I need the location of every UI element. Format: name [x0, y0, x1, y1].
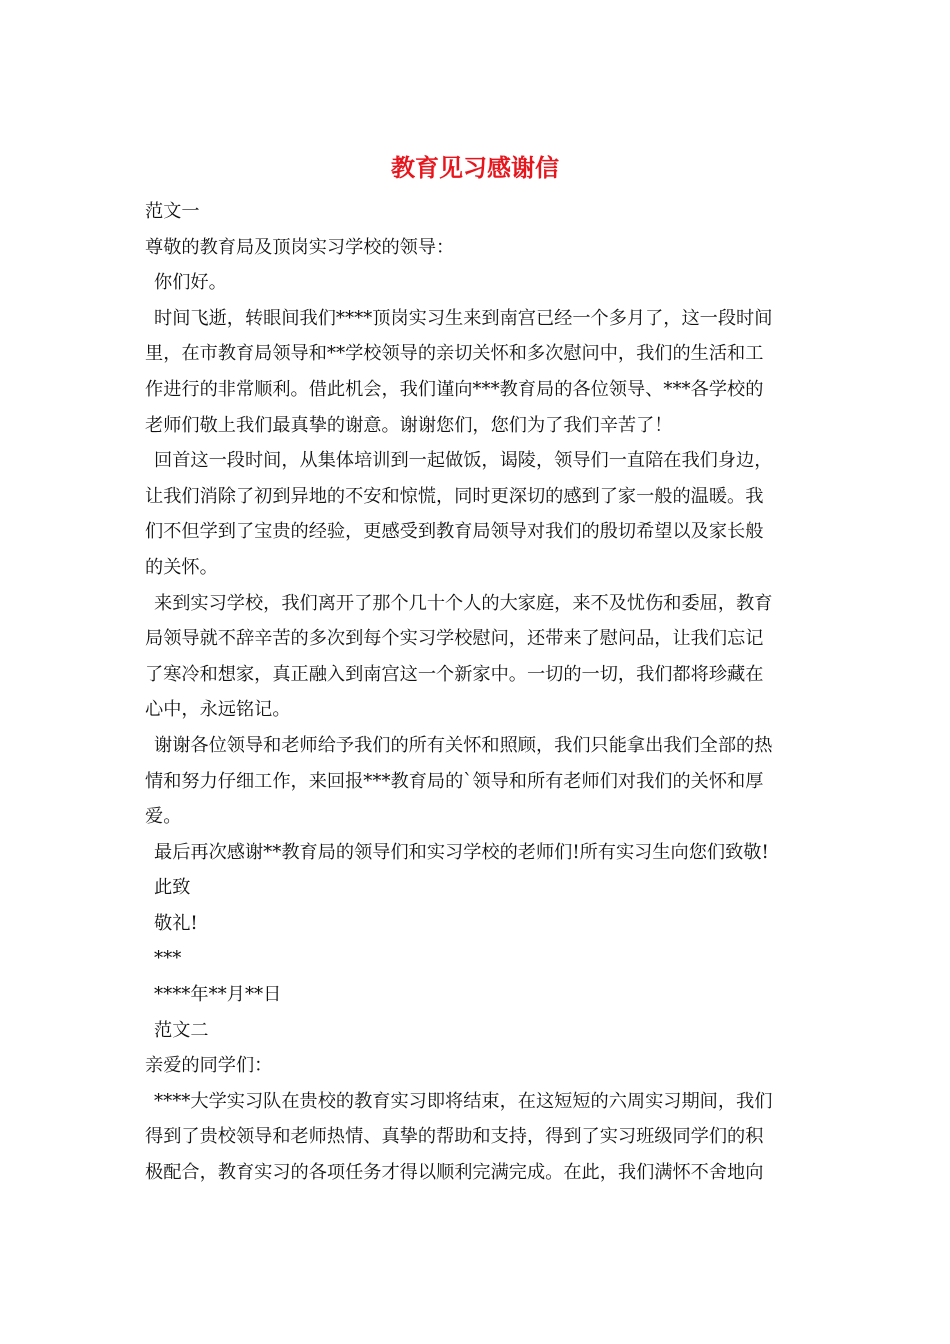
paragraph-line: 最后再次感谢**教育局的领导们和实习学校的老师们!所有实习生向您们致敬!	[154, 841, 769, 863]
paragraph-line: 们不但学到了宝贵的经验，更感受到教育局领导对我们的殷切希望以及家长般	[145, 521, 764, 543]
section-heading-2: 范文二	[154, 1019, 209, 1041]
paragraph-line: 局领导就不辞辛苦的多次到每个实习学校慰问，还带来了慰问品，让我们忘记	[145, 628, 764, 650]
paragraph-line: 里，在市教育局领导和**学校领导的亲切关怀和多次慰问中，我们的生活和工	[145, 343, 764, 365]
paragraph-line: 作进行的非常顺利。借此机会，我们谨向***教育局的各位领导、***各学校的	[145, 378, 764, 400]
letter-body	[145, 194, 810, 1191]
paragraph-line: 的关怀。	[145, 556, 218, 578]
salutation-2: 亲爱的同学们：	[145, 1055, 273, 1077]
paragraph-line: 回首这一段时间，从集体培训到一起做饭，谒陵，领导们一直陪在我们身边，	[154, 450, 773, 472]
paragraph-line: ****大学实习队在贵校的教育实习即将结束，在这短短的六周实习期间，我们	[154, 1090, 773, 1112]
paragraph-line: 心中，永远铭记。	[145, 699, 291, 721]
salutation-1: 尊敬的教育局及顶岗实习学校的领导：	[145, 236, 455, 258]
paragraph-line: 了寒冷和想家，真正融入到南宫这一个新家中。一切的一切，我们都将珍藏在	[145, 663, 764, 685]
paragraph-line: 爱。	[145, 806, 182, 828]
paragraph-line: 时间飞逝，转眼间我们****顶岗实习生来到南宫已经一个多月了，这一段时间	[154, 307, 773, 329]
paragraph-line: 极配合，教育实习的各项任务才得以顺利完满完成。在此，我们满怀不舍地向	[145, 1162, 764, 1184]
paragraph-line: 来到实习学校，我们离开了那个几十个人的大家庭，来不及忧伤和委屈，教育	[154, 592, 773, 614]
date-line: ****年**月**日	[154, 984, 282, 1006]
paragraph-line: 情和努力仔细工作，来回报***教育局的`领导和所有老师们对我们的关怀和厚	[145, 770, 764, 792]
section-heading-1: 范文一	[145, 201, 200, 222]
signature: ***	[154, 948, 182, 970]
document-title: 教育见习感谢信	[391, 153, 559, 182]
paragraph-line: 老师们敬上我们最真挚的谢意。谢谢您们，您们为了我们辛苦了！	[145, 414, 673, 436]
paragraph-line: 得到了贵校领导和老师热情、真挚的帮助和支持，得到了实习班级同学们的积	[145, 1126, 764, 1148]
closing-line: 此致	[154, 877, 191, 899]
closing-line: 敬礼!	[154, 912, 198, 934]
paragraph-line: 谢谢各位领导和老师给予我们的所有关怀和照顾，我们只能拿出我们全部的热	[154, 734, 773, 756]
paragraph-line: 让我们消除了初到异地的不安和惊慌，同时更深切的感到了家一般的温暖。我	[145, 485, 764, 507]
greeting: 你们好。	[154, 272, 227, 294]
